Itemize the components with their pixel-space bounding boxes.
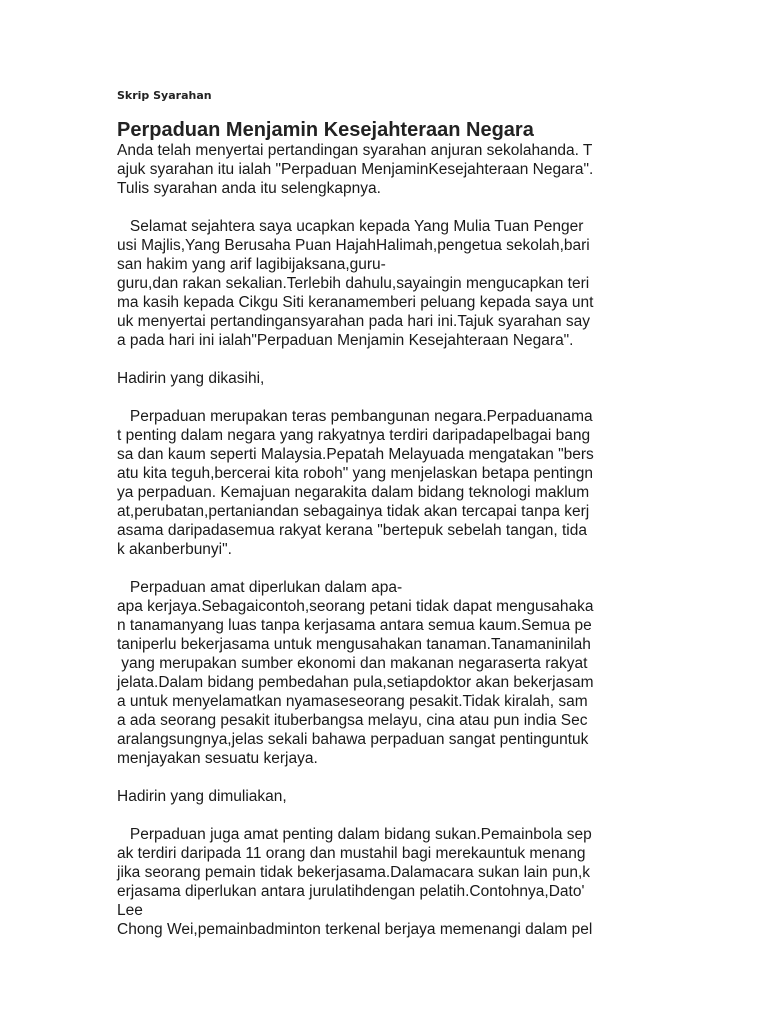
document-header: Skrip Syarahan [117,89,212,102]
text-line: t penting dalam negara yang rakyatnya terdiri daripadapelbagai bang [117,427,591,444]
text-line: usi Majlis,Yang Berusaha Puan HajahHalimah,pengetua sekolah,bari [117,237,590,254]
text-line: Anda telah menyertai pertandingan syarahan anjuran sekolahanda. T [117,142,593,159]
text-line: ajuk syarahan itu ialah "Perpaduan MenjaminKesejahteraan Negara". [117,161,594,178]
text-line: Selamat sejahtera saya ucapkan kepada Yang Mulia Tuan Penger [117,218,584,235]
text-line: uk menyertai pertandingansyarahan pada hari ini.Tajuk syarahan say [117,313,591,330]
text-line: a pada hari ini ialah"Perpaduan Menjamin Kesejahteraan Negara". [117,332,574,349]
text-line: Perpaduan amat diperlukan dalam apa- [117,579,403,596]
text-line: Hadirin yang dimuliakan, [117,788,287,805]
text-line: jika seorang pemain tidak bekerjasama.Dalamacara sukan lain pun,k [117,864,591,881]
text-line: a ada seorang pesakit ituberbangsa melayu, cina atau pun india Sec [117,712,588,729]
text-line: apa kerjaya.Sebagaicontoh,seorang petani tidak dapat mengusahaka [117,598,594,615]
text-line: Perpaduan merupakan teras pembangunan negara.Perpaduanama [117,408,593,425]
text-line: yang merupakan sumber ekonomi dan makanan negaraserta rakyat [117,655,588,672]
text-line: Tulis syarahan anda itu selengkapnya. [117,180,381,197]
text-line: atu kita teguh,bercerai kita roboh" yang menjelaskan betapa pentingn [117,465,593,482]
blank-line [117,768,594,787]
blank-line [117,388,594,407]
text-line: ak terdiri daripada 11 orang dan mustahil bagi merekauntuk menang [117,845,586,862]
text-line: san hakim yang arif lagibijaksana,guru- [117,256,386,273]
text-line: asama daripadasemua rakyat kerana "bertepuk sebelah tangan, tida [117,522,587,539]
text-line: Hadirin yang dikasihi, [117,370,265,387]
text-line: a untuk menyelamatkan nyamaseseorang pesakit.Tidak kiralah, sam [117,693,588,710]
text-line: sa dan kaum seperti Malaysia.Pepatah Melayuada mengatakan "bers [117,446,594,463]
text-line: k akanberbunyi". [117,541,232,558]
text-line: menjayakan sesuatu kerjaya. [117,750,318,767]
blank-line [117,559,594,578]
text-line: ya perpaduan. Kemajuan negarakita dalam bidang teknologi maklum [117,484,590,501]
text-line: Perpaduan juga amat penting dalam bidang sukan.Pemainbola sep [117,826,592,843]
text-line: erjasama diperlukan antara jurulatihdengan pelatih.Contohnya,Dato' [117,883,585,900]
text-line: ma kasih kepada Cikgu Siti keranamemberi peluang kepada saya unt [117,294,594,311]
document-title: Perpaduan Menjamin Kesejahteraan Negara [117,119,534,141]
text-line: at,perubatan,pertaniandan sebagainya tidak akan tercapai tanpa kerj [117,503,590,520]
text-line: taniperlu bekerjasama untuk mengusahakan tanaman.Tanamaninilah [117,636,591,653]
text-line: n tanamanyang luas tanpa kerjasama antara semua kaum.Semua pe [117,617,592,634]
blank-line [117,806,594,825]
text-line: Lee [117,902,143,919]
text-line: Chong Wei,pemainbadminton terkenal berjaya memenangi dalam pel [117,921,593,938]
blank-line [117,198,594,217]
text-line: jelata.Dalam bidang pembedahan pula,setiapdoktor akan bekerjasam [117,674,594,691]
document-body [117,141,594,939]
text-line: guru,dan rakan sekalian.Terlebih dahulu,sayaingin mengucapkan teri [117,275,590,292]
blank-line [117,350,594,369]
text-line: aralangsungnya,jelas sekali bahawa perpaduan sangat pentinguntuk [117,731,589,748]
